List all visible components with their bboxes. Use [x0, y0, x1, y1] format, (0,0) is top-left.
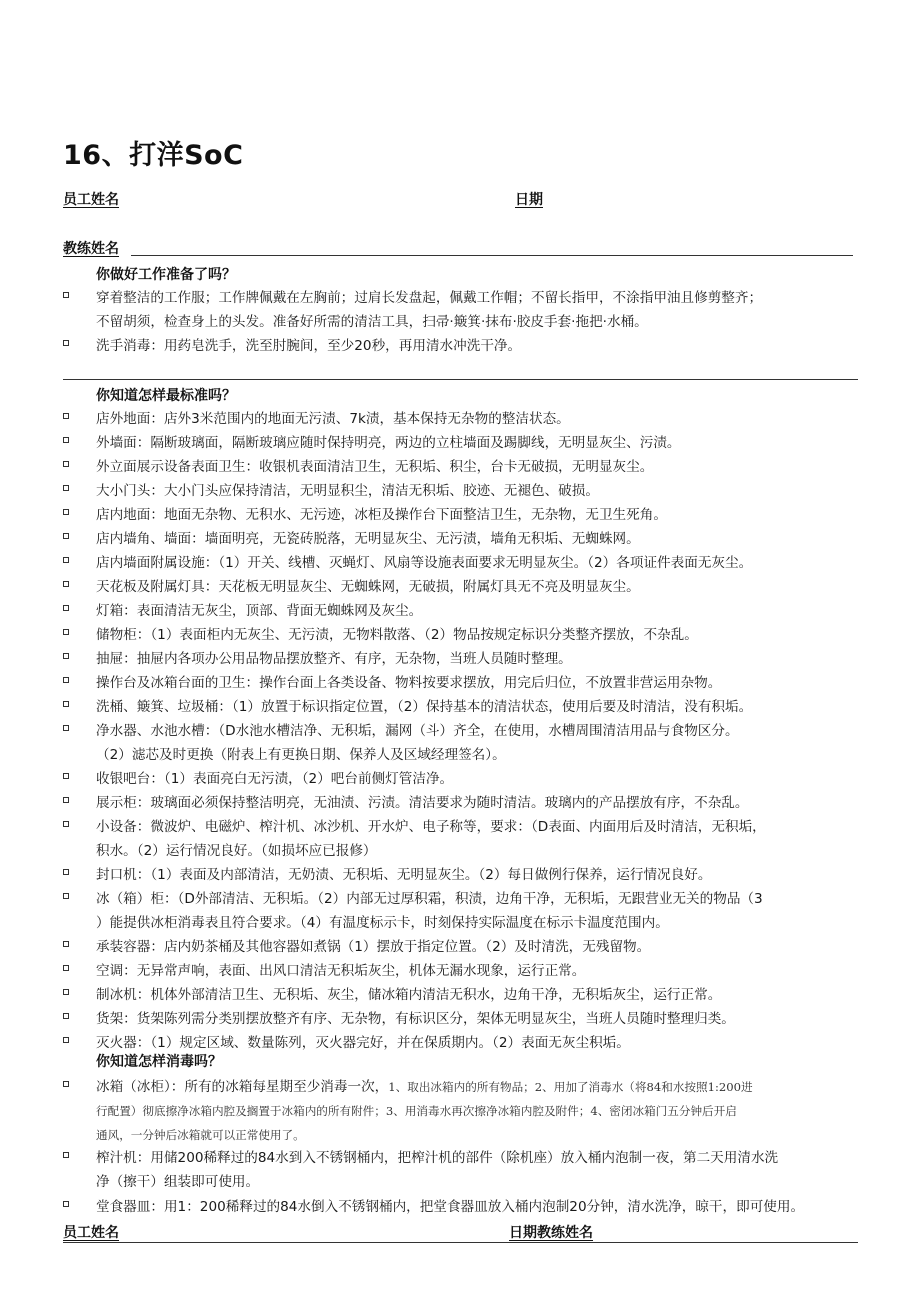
checklist-item: [63, 959, 863, 983]
coach-name-label: 教练姓名: [63, 241, 119, 257]
footer-line: [63, 1242, 858, 1243]
checklist-item: [63, 647, 863, 671]
item-text-line: 净水器、水池水槽：（D水池水槽洁净、无积垢，漏网（斗）齐全，在使用，水槽周围清洁用品与食物区分。: [96, 723, 739, 739]
checklist-item: [63, 479, 863, 503]
item-text-line: 封口机：（1）表面及内部清洁，无奶渍、无积垢、无明显灰尘。（2）每日做例行保养，运行情况良好。: [96, 867, 712, 883]
checkbox-icon[interactable]: [63, 581, 69, 587]
item-text-line: 店内墙角、墙面：墙面明亮，无瓷砖脱落，无明显灰尘、无污渍，墙角无积垢、无蜘蛛网。: [96, 531, 640, 547]
checkbox-icon[interactable]: [63, 1152, 69, 1158]
checklist-item: [63, 1146, 863, 1194]
checklist-item: [63, 599, 863, 623]
checklist-item: [63, 455, 863, 479]
checkbox-icon[interactable]: [63, 869, 69, 875]
section-divider: [63, 379, 858, 380]
item-text-line: （2）滤芯及时更换（附表上有更换日期、保养人及区域经理签名）。: [96, 747, 506, 763]
checklist-item: [63, 887, 863, 935]
item-text-line: 抽屉：抽屉内各项办公用品物品摆放整齐、有序，无杂物，当班人员随时整理。: [96, 651, 572, 667]
coach-name-line: [131, 255, 853, 256]
item-text-line: 天花板及附属灯具：天花板无明显灰尘、无蜘蛛网，无破损，附属灯具无不亮及明显灰尘。: [96, 579, 640, 595]
checklist-item: [63, 1075, 863, 1147]
item-text-serif: 1、取出冰箱内的所有物品；2、用加了消毒水（将84和水按照1:200进: [388, 1080, 753, 1094]
checkbox-icon[interactable]: [63, 653, 69, 659]
checkbox-icon[interactable]: [63, 965, 69, 971]
checkbox-icon[interactable]: [63, 1013, 69, 1019]
item-text-line: 外立面展示设备表面卫生：收银机表面清洁卫生，无积垢、积尘，台卡无破损，无明显灰尘。: [96, 459, 654, 475]
checkbox-icon[interactable]: [63, 941, 69, 947]
item-text-line: 洗桶、簸箕、垃圾桶：（1）放置于标识指定位置，（2）保持基本的清洁状态，使用后要及时清洁，没有积垢。: [96, 699, 753, 715]
checklist-item: [63, 286, 863, 334]
date-label: 日期: [515, 192, 543, 208]
checklist-item: [63, 671, 863, 695]
checklist-item: [63, 863, 863, 887]
checklist-item: [63, 623, 863, 647]
item-text-line: 穿着整洁的工作服；工作牌佩戴在左胸前；过肩长发盘起，佩戴工作帽；不留长指甲，不涂指甲油且修剪整齐；: [96, 290, 763, 306]
section-heading-standards: 你知道怎样最标准吗？: [96, 388, 236, 404]
item-text-line: 货架：货架陈列需分类别摆放整齐有序、无杂物，有标识区分，架体无明显灰尘，当班人员随时整理归类。: [96, 1011, 735, 1027]
checklist-item: [63, 503, 863, 527]
checklist-item: [63, 1007, 863, 1031]
item-text-line: 灭火器：（1）规定区域、数量陈列，灭火器完好，并在保质期内。（2）表面无灰尘积垢。: [96, 1035, 630, 1051]
checkbox-icon[interactable]: [63, 557, 69, 563]
item-text-line: 储物柜：（1）表面柜内无灰尘、无污渍，无物料散落、（2）物品按规定标识分类整齐摆放，不杂乱。: [96, 627, 698, 643]
item-text-line: 外墙面：隔断玻璃面，隔断玻璃应随时保持明亮，两边的立柱墙面及踢脚线，无明显灰尘、污渍。: [96, 435, 681, 451]
checkbox-icon[interactable]: [63, 773, 69, 779]
checkbox-icon[interactable]: [63, 677, 69, 683]
item-text-line: 行配置）彻底擦净冰箱内腔及搁置于冰箱内的所有附件；3、用消毒水再次擦净冰箱内腔及附件；4、密闭冰箱门五分钟后开启: [96, 1104, 737, 1118]
checklist-item: [63, 719, 863, 767]
document-title: 16、打洋SoC: [63, 140, 244, 171]
footer-employee-name-label: 员工姓名: [63, 1225, 119, 1241]
checklist-item: [63, 334, 863, 358]
checkbox-icon[interactable]: [63, 701, 69, 707]
checklist-item: [63, 815, 863, 863]
checklist-item: [63, 767, 863, 791]
checkbox-icon[interactable]: [63, 340, 69, 346]
checklist-item: [63, 983, 863, 1007]
item-text-line: 通风，一分钟后冰箱就可以正常使用了。: [96, 1128, 305, 1142]
checkbox-icon[interactable]: [63, 1081, 69, 1087]
item-text-line: 堂食器皿：用1：200稀释过的84水倒入不锈钢桶内，把堂食器皿放入桶内泡制20分钟，清水洗净，晾干，即可使用。: [96, 1199, 805, 1215]
item-text-line: ）能提供冰柜消毒表且符合要求。（4）有温度标示卡，时刻保持实际温度在标示卡温度范围内。: [96, 915, 669, 931]
item-text-line: 操作台及冰箱台面的卫生：操作台面上各类设备、物料按要求摆放，用完后归位，不放置非营运用杂物。: [96, 675, 722, 691]
checkbox-icon[interactable]: [63, 533, 69, 539]
item-text-line: 店内墙面附属设施：（1）开关、线槽、灭蝇灯、风扇等设施表面要求无明显灰尘。（2）各项证件表面无灰尘。: [96, 555, 753, 571]
checklist-item: [63, 791, 863, 815]
item-text-line: 展示柜：玻璃面必须保持整洁明亮，无油渍、污渍。清洁要求为随时清洁。玻璃内的产品摆放有序，不杂乱。: [96, 795, 749, 811]
item-text-line: 店外地面：店外3米范围内的地面无污渍、7k渍，基本保持无杂物的整洁状态。: [96, 411, 570, 427]
checkbox-icon[interactable]: [63, 605, 69, 611]
checklist-item: [63, 551, 863, 575]
checkbox-icon[interactable]: [63, 413, 69, 419]
checkbox-icon[interactable]: [63, 893, 69, 899]
checkbox-icon[interactable]: [63, 485, 69, 491]
section-heading-disinfection: 你知道怎样消毒吗？: [96, 1054, 222, 1070]
checklist-item: [63, 431, 863, 455]
checkbox-icon[interactable]: [63, 1201, 69, 1207]
checkbox-icon[interactable]: [63, 461, 69, 467]
checkbox-icon[interactable]: [63, 989, 69, 995]
employee-name-label: 员工姓名: [63, 192, 119, 208]
item-text-line: 小设备：微波炉、电磁炉、榨汁机、冰沙机、开水炉、电子称等，要求：（D表面、内面用后及时清洁，无积垢，: [96, 819, 766, 835]
item-text-line: 冰（箱）柜：（D外部清洁、无积垢。（2）内部无过厚积霜，积渍，边角干净，无积垢，无跟营业无关的物品（3: [96, 891, 763, 907]
checkbox-icon[interactable]: [63, 821, 69, 827]
item-text-line: 店内地面：地面无杂物、无积水、无污迹，冰柜及操作台下面整洁卫生，无杂物，无卫生死角。: [96, 507, 667, 523]
checkbox-icon[interactable]: [63, 725, 69, 731]
checklist-item: [63, 575, 863, 599]
item-text-line: 积水。（2）运行情况良好。（如损坏应已报修）: [96, 843, 377, 859]
item-text-line: 洗手消毒：用药皂洗手，洗至肘腕间，至少20秒，再用清水冲洗干净。: [96, 338, 522, 354]
footer-date-coach-label: 日期教练姓名: [509, 1225, 593, 1241]
item-text-line: 制冰机：机体外部清洁卫生、无积垢、灰尘，储冰箱内清洁无积水，边角干净，无积垢灰尘，运行正常。: [96, 987, 722, 1003]
item-text-line: 大小门头：大小门头应保持清洁，无明显积尘，清洁无积垢、胶迹、无褪色、破损。: [96, 483, 599, 499]
checkbox-icon[interactable]: [63, 509, 69, 515]
checkbox-icon[interactable]: [63, 629, 69, 635]
item-text-line: 净（擦干）组装即可使用。: [96, 1174, 260, 1190]
checklist-item: [63, 695, 863, 719]
checkbox-icon[interactable]: [63, 797, 69, 803]
checklist-item: [63, 527, 863, 551]
checkbox-icon[interactable]: [63, 437, 69, 443]
checklist-item: [63, 407, 863, 431]
item-text-line: 收银吧台：（1）表面亮白无污渍，（2）吧台前侧灯管洁净。: [96, 771, 454, 787]
checkbox-icon[interactable]: [63, 1037, 69, 1043]
item-text-line: 榨汁机：用储200稀释过的84水到入不锈钢桶内，把榨汁机的部件（除机座）放入桶内泡制一夜，第二天用清水洗: [96, 1150, 779, 1166]
checklist-item: [63, 1195, 863, 1219]
checkbox-icon[interactable]: [63, 292, 69, 298]
section-heading-preparation: 你做好工作准备了吗？: [96, 267, 236, 283]
item-text-line: 灯箱：表面清洁无灰尘，顶部、背面无蜘蛛网及灰尘。: [96, 603, 423, 619]
item-text-line: 空调：无异常声响，表面、出风口清洁无积垢灰尘，机体无漏水现象，运行正常。: [96, 963, 586, 979]
item-text-line: 承装容器：店内奶茶桶及其他容器如煮锅（1）摆放于指定位置。（2）及时清洗，无残留物。: [96, 939, 651, 955]
item-text-line: 不留胡须，检查身上的头发。准备好所需的清洁工具，扫帚·簸箕·抹布·胶皮手套·拖把·水桶。: [96, 314, 648, 330]
item-text-line: 冰箱（冰柜）：所有的冰箱每星期至少消毒一次，: [96, 1079, 389, 1095]
checklist-item: [63, 935, 863, 959]
